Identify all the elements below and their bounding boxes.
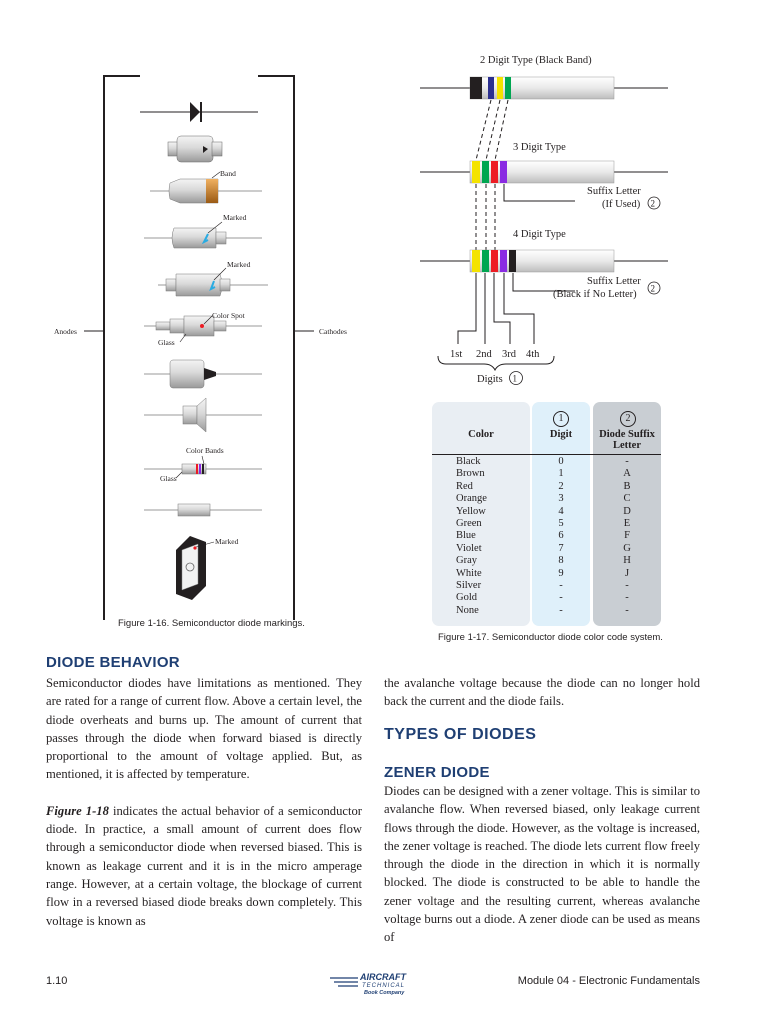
color-bands-diode: [144, 446, 262, 483]
table-header-rule: [432, 454, 661, 455]
anodes-label: Anodes: [54, 327, 77, 336]
cathodes-label: Cathodes: [319, 327, 347, 336]
table-cell-suffix: G: [623, 542, 631, 554]
table-cell-suffix: H: [623, 555, 631, 567]
table-cell-suffix: -: [625, 580, 629, 591]
three-digit-type-label: 3 Digit Type: [513, 142, 566, 153]
color-code-figure: [410, 44, 710, 394]
table-cell-color: None: [456, 604, 479, 616]
page-number: 1.10: [46, 975, 68, 987]
color-spot-diode: [144, 311, 262, 347]
table-cell-color: Gold: [456, 592, 477, 604]
diode-symbol: [140, 102, 258, 122]
color-header: Color: [468, 429, 494, 440]
figure-1-18-reference: Figure 1-18: [46, 803, 109, 818]
table-cell-color: Violet: [456, 542, 482, 554]
left-column-text: [46, 674, 362, 948]
table-cell-color: Gray: [456, 555, 477, 567]
table-cell-digit: 9: [558, 567, 564, 579]
marked-label-2: Marked: [227, 260, 251, 269]
module-title: Module 04 - Electronic Fundamentals: [517, 975, 700, 987]
suffix-header-line1: Diode Suffix: [599, 429, 655, 440]
table-cell-digit: 7: [558, 542, 564, 554]
suffix-letter-label-2: Suffix Letter: [587, 276, 641, 287]
digit-3rd-label: 3rd: [502, 349, 516, 360]
paragraph-2-text: indicates the actual behavior of a semiconductor diode. In practice, a small amount of current does flow through a semiconductor diode when reversed biased. This is known as leakage current and it is in the micro amperage range. However, at a certain voltage, the blockage of current flow in a reversed biased diode breaks down completely. This voltage is known as: [46, 803, 362, 928]
logo-book-company: Book Company: [364, 990, 405, 996]
digit-2nd-label: 2nd: [476, 349, 492, 360]
zener-diode-heading: ZENER DIODE: [384, 764, 490, 781]
types-of-diodes-heading: TYPES OF DIODES: [384, 726, 537, 743]
table-cell-suffix: -: [625, 456, 629, 467]
table-cell-digit: 0: [558, 456, 564, 467]
table-cell-color: Brown: [456, 468, 485, 480]
digits-label: Digits: [477, 374, 503, 385]
zener-diode-paragraph: Diodes can be designed with a zener voltage. This is similar to avalanche flow. When reversed biased, only leakage current flows through the diode. However, as the voltage is increased, the zener voltage is reached. The diode lets current flow freely through the diode in the direction in which it is normally blocked. The diode is constructed to be able to handle the zener voltage and the resulting current, whereas avalanche voltage burns out a diode. A zener diode can be used as means of: [384, 784, 700, 945]
suffix-num-2: 2: [650, 283, 655, 294]
table-cell-color: Silver: [456, 580, 482, 591]
digit-header-num: 1: [553, 411, 569, 427]
table-cell-color: Orange: [456, 493, 487, 505]
diode-markings-figure: [40, 60, 370, 620]
figure-1-17-caption: Figure 1-17. Semiconductor diode color code system.: [438, 632, 663, 643]
right-column-continued: the avalanche voltage because the diode can no longer hold back the current and the diode fails.: [384, 676, 700, 709]
diode-behavior-paragraph-2: [46, 802, 362, 930]
two-digit-type-label: 2 Digit Type (Black Band): [480, 55, 592, 66]
table-cell-suffix: E: [623, 518, 631, 529]
table-cell-suffix: J: [624, 567, 630, 579]
stud-diode: [168, 136, 222, 162]
table-cell-digit: 6: [558, 530, 564, 542]
suffix-header-num: 2: [620, 411, 636, 427]
marked-diode-2: [158, 260, 268, 296]
band-label: Band: [220, 169, 236, 178]
table-cell-color: Red: [456, 480, 473, 492]
four-digit-type-label: 4 Digit Type: [513, 229, 566, 240]
table-cell-digit: 1: [558, 468, 564, 480]
small-rect-diode: [144, 504, 262, 516]
four-digit-diode: [420, 250, 668, 272]
table-cell-suffix: F: [624, 530, 630, 542]
glass-label-1: Glass: [158, 338, 175, 347]
marked-label-3: Marked: [215, 537, 239, 546]
suffix-header-line2: Letter: [613, 440, 641, 451]
table-cell-digit: 5: [558, 518, 564, 529]
table-cell-digit: -: [559, 580, 563, 591]
metal-can-diode: [144, 360, 262, 388]
block-diode: [176, 536, 239, 600]
table-cell-digit: 4: [558, 505, 564, 517]
figure-1-16-caption: Figure 1-16. Semiconductor diode markings.: [118, 618, 305, 629]
black-if-no-letter-label: (Black if No Letter): [553, 289, 637, 300]
digit-4th-label: 4th: [526, 349, 540, 360]
if-used-label: (If Used): [602, 199, 641, 210]
digits-num: 1: [512, 373, 517, 384]
table-cell-color: Blue: [456, 530, 476, 542]
table-cell-digit: 8: [558, 555, 564, 567]
table-cell-color: Green: [456, 518, 482, 529]
diode-behavior-paragraph-1: Semiconductor diodes have limitations as mentioned. They are rated for a range of current flow. Above a certain level, the diode overheats and burns up. The amount of current that passes through the diode when forward biased is directly proportional to the amount of voltage applied. But, as mentioned, it is affected by temperature.: [46, 676, 362, 782]
table-cell-digit: -: [559, 592, 563, 604]
flange-diode: [144, 398, 262, 432]
publisher-logo: [328, 970, 420, 996]
diode-behavior-heading: DIODE BEHAVIOR: [46, 654, 180, 671]
marked-diode-1: [144, 213, 262, 248]
table-cell-digit: 2: [558, 480, 564, 492]
digit-header: Digit: [549, 429, 573, 440]
table-cell-suffix: C: [623, 493, 631, 505]
logo-technical: TECHNICAL: [362, 983, 406, 989]
table-cell-suffix: B: [623, 480, 631, 492]
table-cell-digit: 3: [558, 493, 564, 505]
suffix-letter-label-1: Suffix Letter: [587, 186, 641, 197]
table-cell-digit: -: [559, 604, 563, 616]
suffix-num-1: 2: [650, 198, 655, 209]
logo-wing-icon: [328, 970, 420, 996]
color-spot-label: Color Spot: [212, 311, 245, 320]
table-cell-suffix: -: [625, 604, 629, 616]
banded-diode: [150, 169, 262, 203]
digit-1st-label: 1st: [450, 349, 463, 360]
table-cell-suffix: -: [625, 592, 629, 604]
color-bands-label: Color Bands: [186, 446, 224, 455]
table-cell-color: Black: [456, 456, 481, 467]
logo-aircraft: AIRCRAFT: [360, 972, 406, 982]
table-cell-color: White: [456, 567, 482, 579]
glass-label-2: Glass: [160, 474, 177, 483]
table-cell-suffix: A: [623, 468, 631, 480]
table-cell-color: Yellow: [456, 505, 486, 517]
three-digit-diode: [420, 161, 668, 183]
two-digit-diode: [420, 77, 668, 99]
marked-label-1: Marked: [223, 213, 247, 222]
table-cell-suffix: D: [623, 505, 631, 517]
